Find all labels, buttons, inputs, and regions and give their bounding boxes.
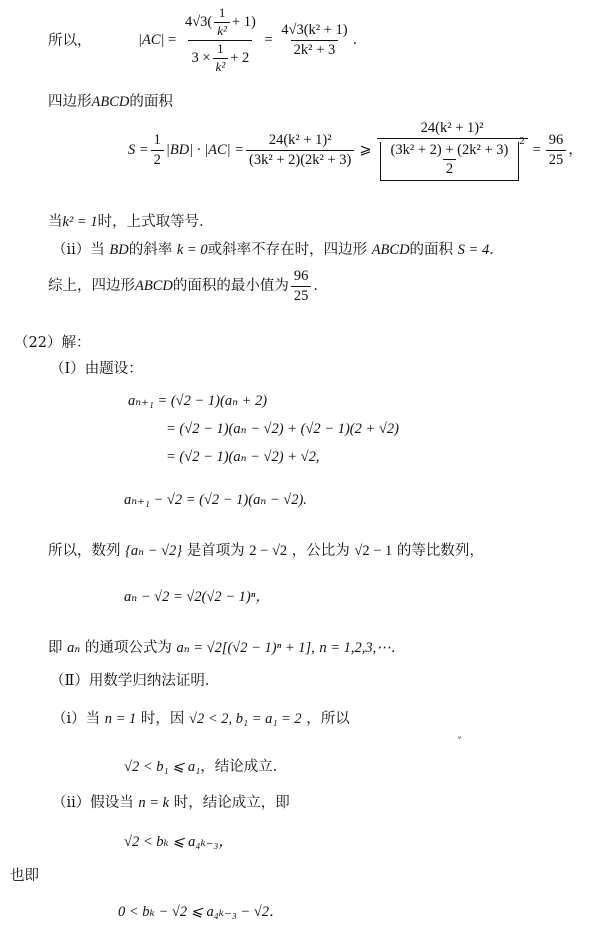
ac-inner-tail: + 1) xyxy=(231,14,256,31)
part-ii-heading: （Ⅱ）用数学归纳法证明． xyxy=(50,673,220,689)
seq-name: {aₙ − √2} xyxy=(125,543,183,559)
geq-sign: ⩾ xyxy=(359,142,372,159)
summary-line xyxy=(48,268,328,304)
case-ii2-tail: 时，结论成立，即 xyxy=(173,795,290,811)
ac-den-inner-num: 1 xyxy=(217,40,224,56)
abcd-label: ABCD xyxy=(371,242,410,258)
s-result-num: 96 xyxy=(548,132,564,149)
case-i-tail: ，所以 xyxy=(306,711,350,727)
s-frac-1-num: 24(k² + 1)² xyxy=(268,132,332,149)
summary-abcd: ABCD xyxy=(135,277,173,294)
conclusion-holds: ，结论成立． xyxy=(200,759,288,775)
ac-den-inner-frac xyxy=(213,42,229,75)
slope-label: 的斜率 xyxy=(128,242,173,258)
k2-eq: k² = 1 xyxy=(62,214,98,230)
ac-den-tail: + 2 xyxy=(230,49,250,66)
k2-line xyxy=(48,214,214,231)
case-i-inequality xyxy=(124,759,287,776)
half-den: 2 xyxy=(151,150,164,169)
area-label: 的面积 xyxy=(409,242,454,258)
first-term: 2 − √2 xyxy=(249,543,288,559)
ac-frac-1 xyxy=(182,6,259,75)
sequence-line xyxy=(48,543,484,560)
s-result-den: 25 xyxy=(546,150,567,169)
s-bd-ac: |BD| · |AC| = xyxy=(165,142,245,159)
inequality-k: √2 < bₖ ⩽ a₄ₖ₋₃， xyxy=(124,834,233,850)
ac-den-coef: 3 × xyxy=(191,49,211,66)
k-zero: k = 0 xyxy=(176,242,208,258)
quad-name: ABCD xyxy=(91,94,130,110)
s-inner-den: 2 xyxy=(443,159,456,178)
case-ii-mid: 或斜率不存在时，四边形 xyxy=(207,242,368,258)
ratio: √2 − 1 xyxy=(354,543,393,559)
suoyi2-prefix: 所以，数列 xyxy=(48,543,121,559)
stray-mark: ˇ xyxy=(457,737,462,748)
ratio-label: ，公比为 xyxy=(291,543,350,559)
s-equation xyxy=(128,120,583,181)
case-i-condition: √2 < 2, b₁ = a₁ = 2 xyxy=(189,711,302,727)
s-frac-2 xyxy=(377,120,528,181)
s-frac-2-den: $\frac{\text{(3k² + 2) + (2k² + 3)}}{2}$ 2 xyxy=(377,138,528,181)
geo-seq-label: 的等比数列， xyxy=(396,543,484,559)
geo-formula: aₙ − √2 = √2(√2 − 1)ⁿ， xyxy=(124,589,270,605)
quad-tail: 的面积 xyxy=(129,94,173,110)
when-label: 当 xyxy=(48,214,63,230)
eq-sign-3: = xyxy=(532,142,541,159)
first-term-label: 是首项为 xyxy=(186,543,245,559)
min-den: 25 xyxy=(291,286,312,305)
bd-label: BD xyxy=(109,242,129,258)
case-ii-prefix: （ⅱ）当 xyxy=(52,242,105,258)
ji-prefix: 即 xyxy=(48,640,63,656)
quad-label: 四边形 xyxy=(48,94,92,110)
general-formula-label: 的通项公式为 xyxy=(84,640,172,656)
min-num: 96 xyxy=(293,268,309,284)
ac-lhs: |AC| xyxy=(138,32,165,49)
general-formula-line xyxy=(48,640,405,657)
s-inner-num: (3k² + 2) + (2k² + 3) xyxy=(390,141,509,158)
ac-coef: 4√3( xyxy=(184,14,213,31)
n-eq-1: n = 1 xyxy=(104,711,137,727)
ac-frac-1-num xyxy=(182,6,259,40)
s-four: S = 4 xyxy=(457,242,490,258)
suoyi-label-1: 所以， xyxy=(48,33,92,49)
yeji-label: 也即 xyxy=(10,868,39,884)
case-ii-end: ． xyxy=(489,242,504,258)
ineq-i: √2 < b₁ ⩽ a₁ xyxy=(124,759,201,775)
s-lhs: S = xyxy=(128,142,149,159)
when-tail: 时，上式取等号． xyxy=(97,214,214,230)
min-value xyxy=(291,268,312,304)
summary-prefix: 综上，四边形 xyxy=(48,277,135,294)
ac-frac-2 xyxy=(278,22,350,58)
ac-frac-2-den: 2k² + 3 xyxy=(291,40,339,59)
s-result xyxy=(546,132,567,168)
eq-sign-2: = xyxy=(260,32,277,49)
half-num: 1 xyxy=(153,132,161,149)
quad-area-line xyxy=(48,94,173,111)
case-ii2-prefix: （ⅱ）假设当 xyxy=(52,795,134,811)
part-i-heading: （Ⅰ）由题设： xyxy=(50,361,143,377)
case-ii-line xyxy=(52,242,504,259)
q22-heading: （22）解： xyxy=(14,335,91,351)
ac-inner-num: 1 xyxy=(218,5,226,20)
case-i-prefix: （ⅰ）当 xyxy=(52,711,101,727)
comma: ， xyxy=(568,142,583,159)
n-eq-k: n = k xyxy=(138,795,170,811)
ac-den-inner-den: k² xyxy=(213,58,229,75)
case-i-mid: 时，因 xyxy=(140,711,185,727)
case-i-line xyxy=(52,711,350,728)
s-frac-1-den: (3k² + 2)(2k² + 3) xyxy=(246,150,354,169)
ac-inner-frac xyxy=(214,6,230,39)
summary-mid: 的面积的最小值为 xyxy=(172,277,289,294)
ac-equation xyxy=(138,6,367,75)
an-symbol: aₙ xyxy=(67,640,81,656)
ac-frac-2-num: 4√3(k² + 1) xyxy=(281,22,348,39)
recurrence-1: aₙ₊₁ = (√2 − 1)(aₙ + 2) xyxy=(128,393,268,409)
s-frac-2-num: 24(k² + 1)² xyxy=(420,120,484,136)
recurrence-2: = (√2 − 1)(aₙ − √2) + (√2 − 1)(2 + √2) xyxy=(166,421,399,437)
inequality-final: 0 < bₖ − √2 ⩽ a₄ₖ₋₃ − √2． xyxy=(118,904,284,920)
recurrence-3: = (√2 − 1)(aₙ − √2) + √2, xyxy=(166,449,320,465)
ac-inner-den: k² xyxy=(214,22,230,39)
summary-end: ． xyxy=(313,277,328,294)
s-frac-1 xyxy=(246,132,354,168)
ac-frac-1-den xyxy=(188,40,252,75)
half-frac xyxy=(151,132,164,168)
s-inner-frac xyxy=(388,142,512,178)
case-ii2-line xyxy=(52,795,290,812)
period: ． xyxy=(352,32,368,49)
n-range: n = 1,2,3,⋯． xyxy=(319,640,406,656)
recurrence-4: aₙ₊₁ − √2 = (√2 − 1)(aₙ − √2). xyxy=(124,492,307,508)
general-formula: aₙ = √2[(√2 − 1)ⁿ + 1], xyxy=(176,640,315,656)
eq-sign: = xyxy=(164,32,180,49)
